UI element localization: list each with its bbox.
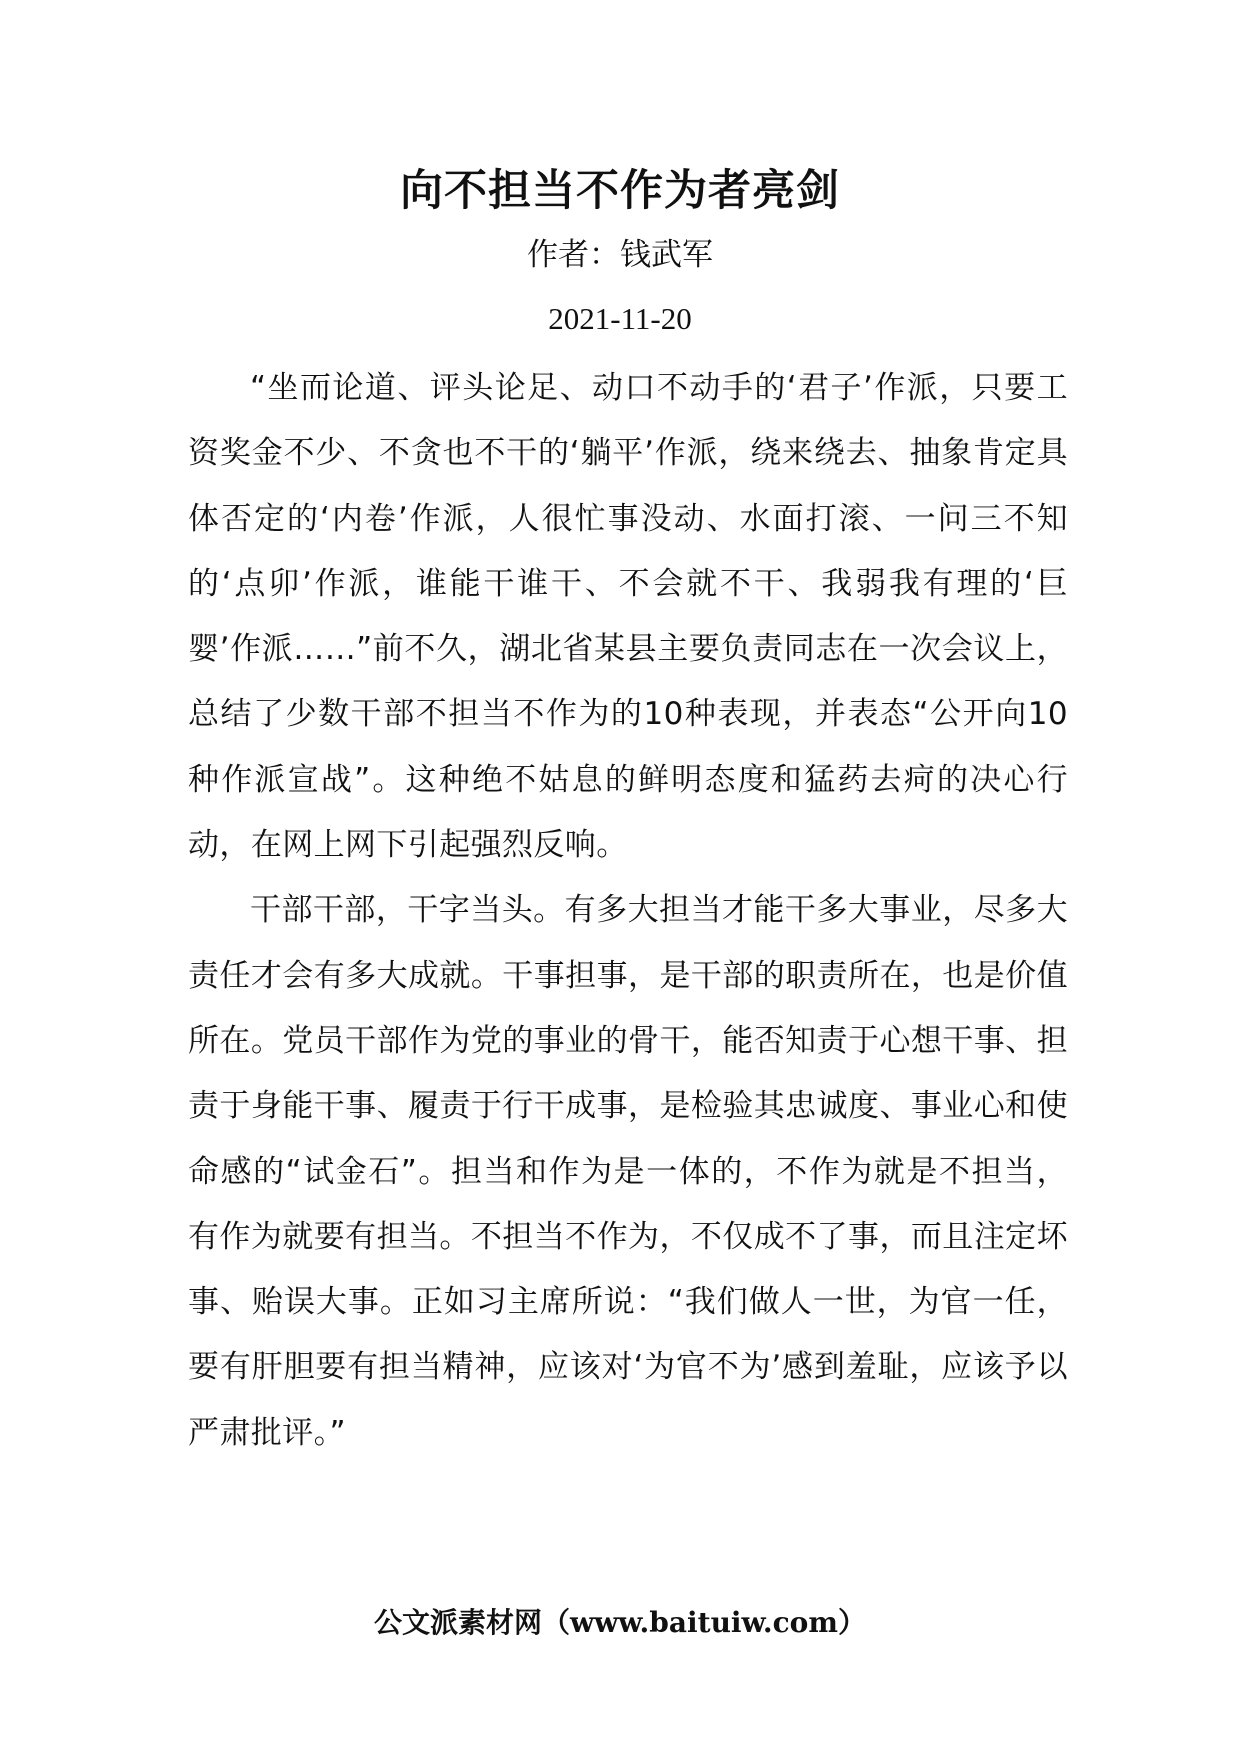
author-line: 作者：钱武军 xyxy=(527,237,713,273)
paragraph-1: “坐而论道、评头论足、动口不动手的‘君子’作派，只要工资奖金不少、不贪也不干的‘躺平’作派，绕来绕去、抽象肯定具体否定的‘内卷’作派，人很忙事没动、水面打滚、一问三不知的‘点卯’作派，谁能干谁干、不会就不干、我弱我有理的‘巨婴’作派……”前不久，湖北省某县主要负责同志在一次会议上，总结了少数干部不担当不作为的10种表现，并表态“公开向10种作派宣战”。这种绝不姑息的鲜明态度和猛药去疴的决心行动，在网上网下引起强烈反响。 xyxy=(188,370,1068,864)
document-title: 向不担当不作为者亮剑 xyxy=(400,166,840,216)
publish-date: 2021-11-20 xyxy=(548,301,692,336)
article-body xyxy=(188,356,1068,1466)
source-footer: 公文派素材网（www.baituiw.com） xyxy=(374,1606,866,1639)
paragraph-2: 干部干部，干字当头。有多大担当才能干多大事业，尽多大责任才会有多大成就。干事担事，是干部的职责所在，也是价值所在。党员干部作为党的事业的骨干，能否知责于心想干事、担责于身能干事、履责于行干成事，是检验其忠诚度、事业心和使命感的“试金石”。担当和作为是一体的，不作为就是不担当，有作为就要有担当。不担当不作为，不仅成不了事，而且注定坏事、贻误大事。正如习主席所说：“我们做人一世，为官一任，要有肝胆要有担当精神，应该对‘为官不为’感到羞耻，应该予以严肃批评。” xyxy=(188,892,1068,1451)
